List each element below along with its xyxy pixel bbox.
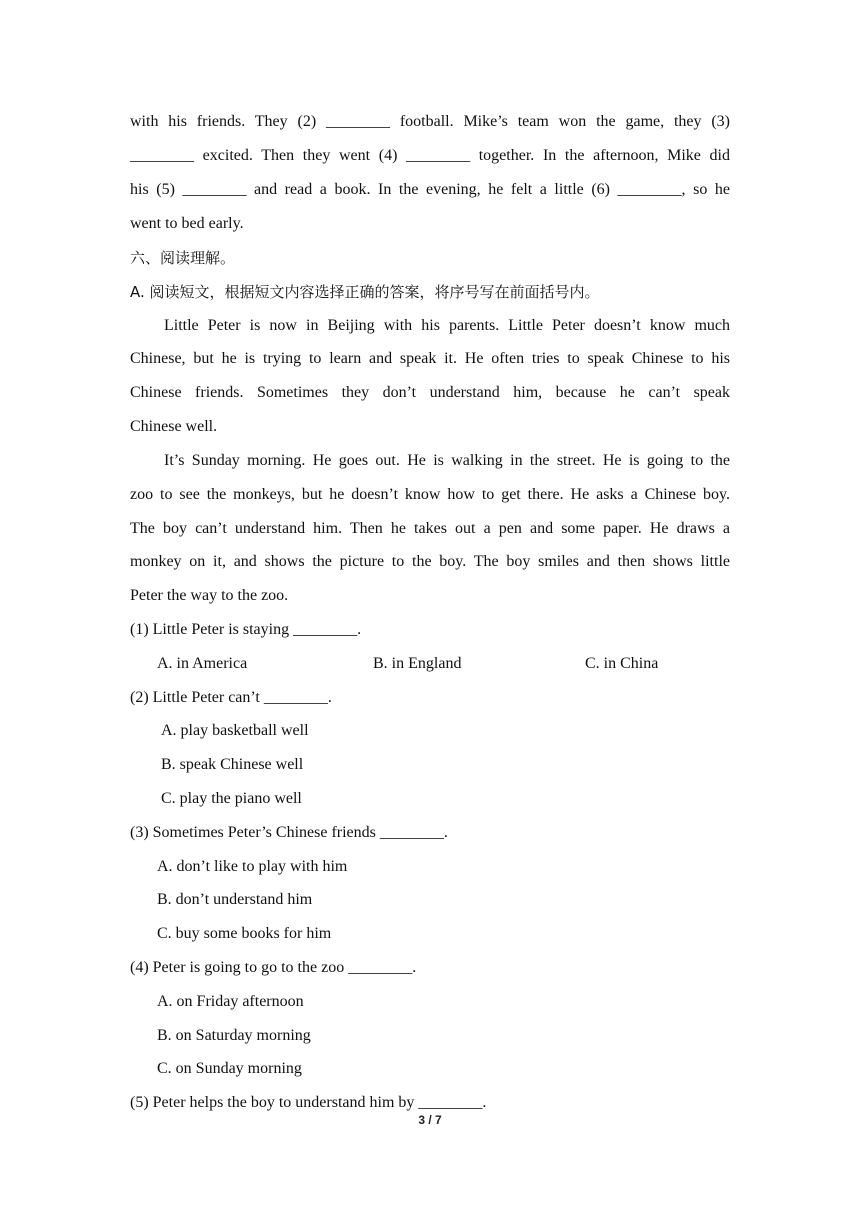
option-2c: C. play the piano well [161,790,302,807]
reading-line: It’s Sunday morning. He goes out. He is walking in the street. He is going to the [164,452,730,469]
reading-line: monkey on it, and shows the picture to the boy. The boy smiles and then shows little [130,553,730,570]
passage-line: went to bed early. [130,215,244,232]
option-4a: A. on Friday afternoon [157,993,304,1010]
option-3c: C. buy some books for him [157,925,332,942]
reading-line: Chinese, but he is trying to learn and speak it. He often tries to speak Chinese to his [130,350,730,367]
option-3b: B. don’t understand him [157,891,313,908]
reading-line: Little Peter is now in Beijing with his parents. Little Peter doesn’t know much [164,317,730,334]
page-number: 3 / 7 [418,1113,442,1127]
option-1a: A. in America [157,655,248,672]
reading-line: Chinese well. [130,418,218,435]
passage-line: his (5) ________ and read a book. In the evening, he felt a little (6) ________, so he [130,181,730,198]
reading-line: Peter the way to the zoo. [130,587,289,604]
passage-line: with his friends. They (2) ________ football. Mike’s team won the game, they (3) [130,113,730,130]
question-5: (5) Peter helps the boy to understand him by ________. [130,1094,487,1111]
instruction-text: A. 阅读短文，根据短文内容选择正确的答案，将序号写在前面括号内。 [130,283,600,301]
question-3: (3) Sometimes Peter’s Chinese friends ________. [130,824,448,841]
option-2a: A. play basketball well [161,722,309,739]
question-2: (2) Little Peter can’t ________. [130,689,332,706]
reading-line: The boy can’t understand him. Then he takes out a pen and some paper. He draws a [130,520,730,537]
passage-line: ________ excited. Then they went (4) ________ together. In the afternoon, Mike did [130,147,730,164]
option-4b: B. on Saturday morning [157,1027,311,1044]
reading-line: zoo to see the monkeys, but he doesn’t know how to get there. He asks a Chinese boy. [130,486,730,503]
option-1b: B. in England [373,655,462,672]
section-title: 六、阅读理解。 [130,249,236,267]
question-4: (4) Peter is going to go to the zoo ________. [130,959,417,976]
question-1: (1) Little Peter is staying ________. [130,621,362,638]
option-2b: B. speak Chinese well [161,756,304,773]
option-4c: C. on Sunday morning [157,1060,302,1077]
option-1c: C. in China [585,655,659,672]
option-3a: A. don’t like to play with him [157,858,348,875]
reading-line: Chinese friends. Sometimes they don’t understand him, because he can’t speak [130,384,730,401]
